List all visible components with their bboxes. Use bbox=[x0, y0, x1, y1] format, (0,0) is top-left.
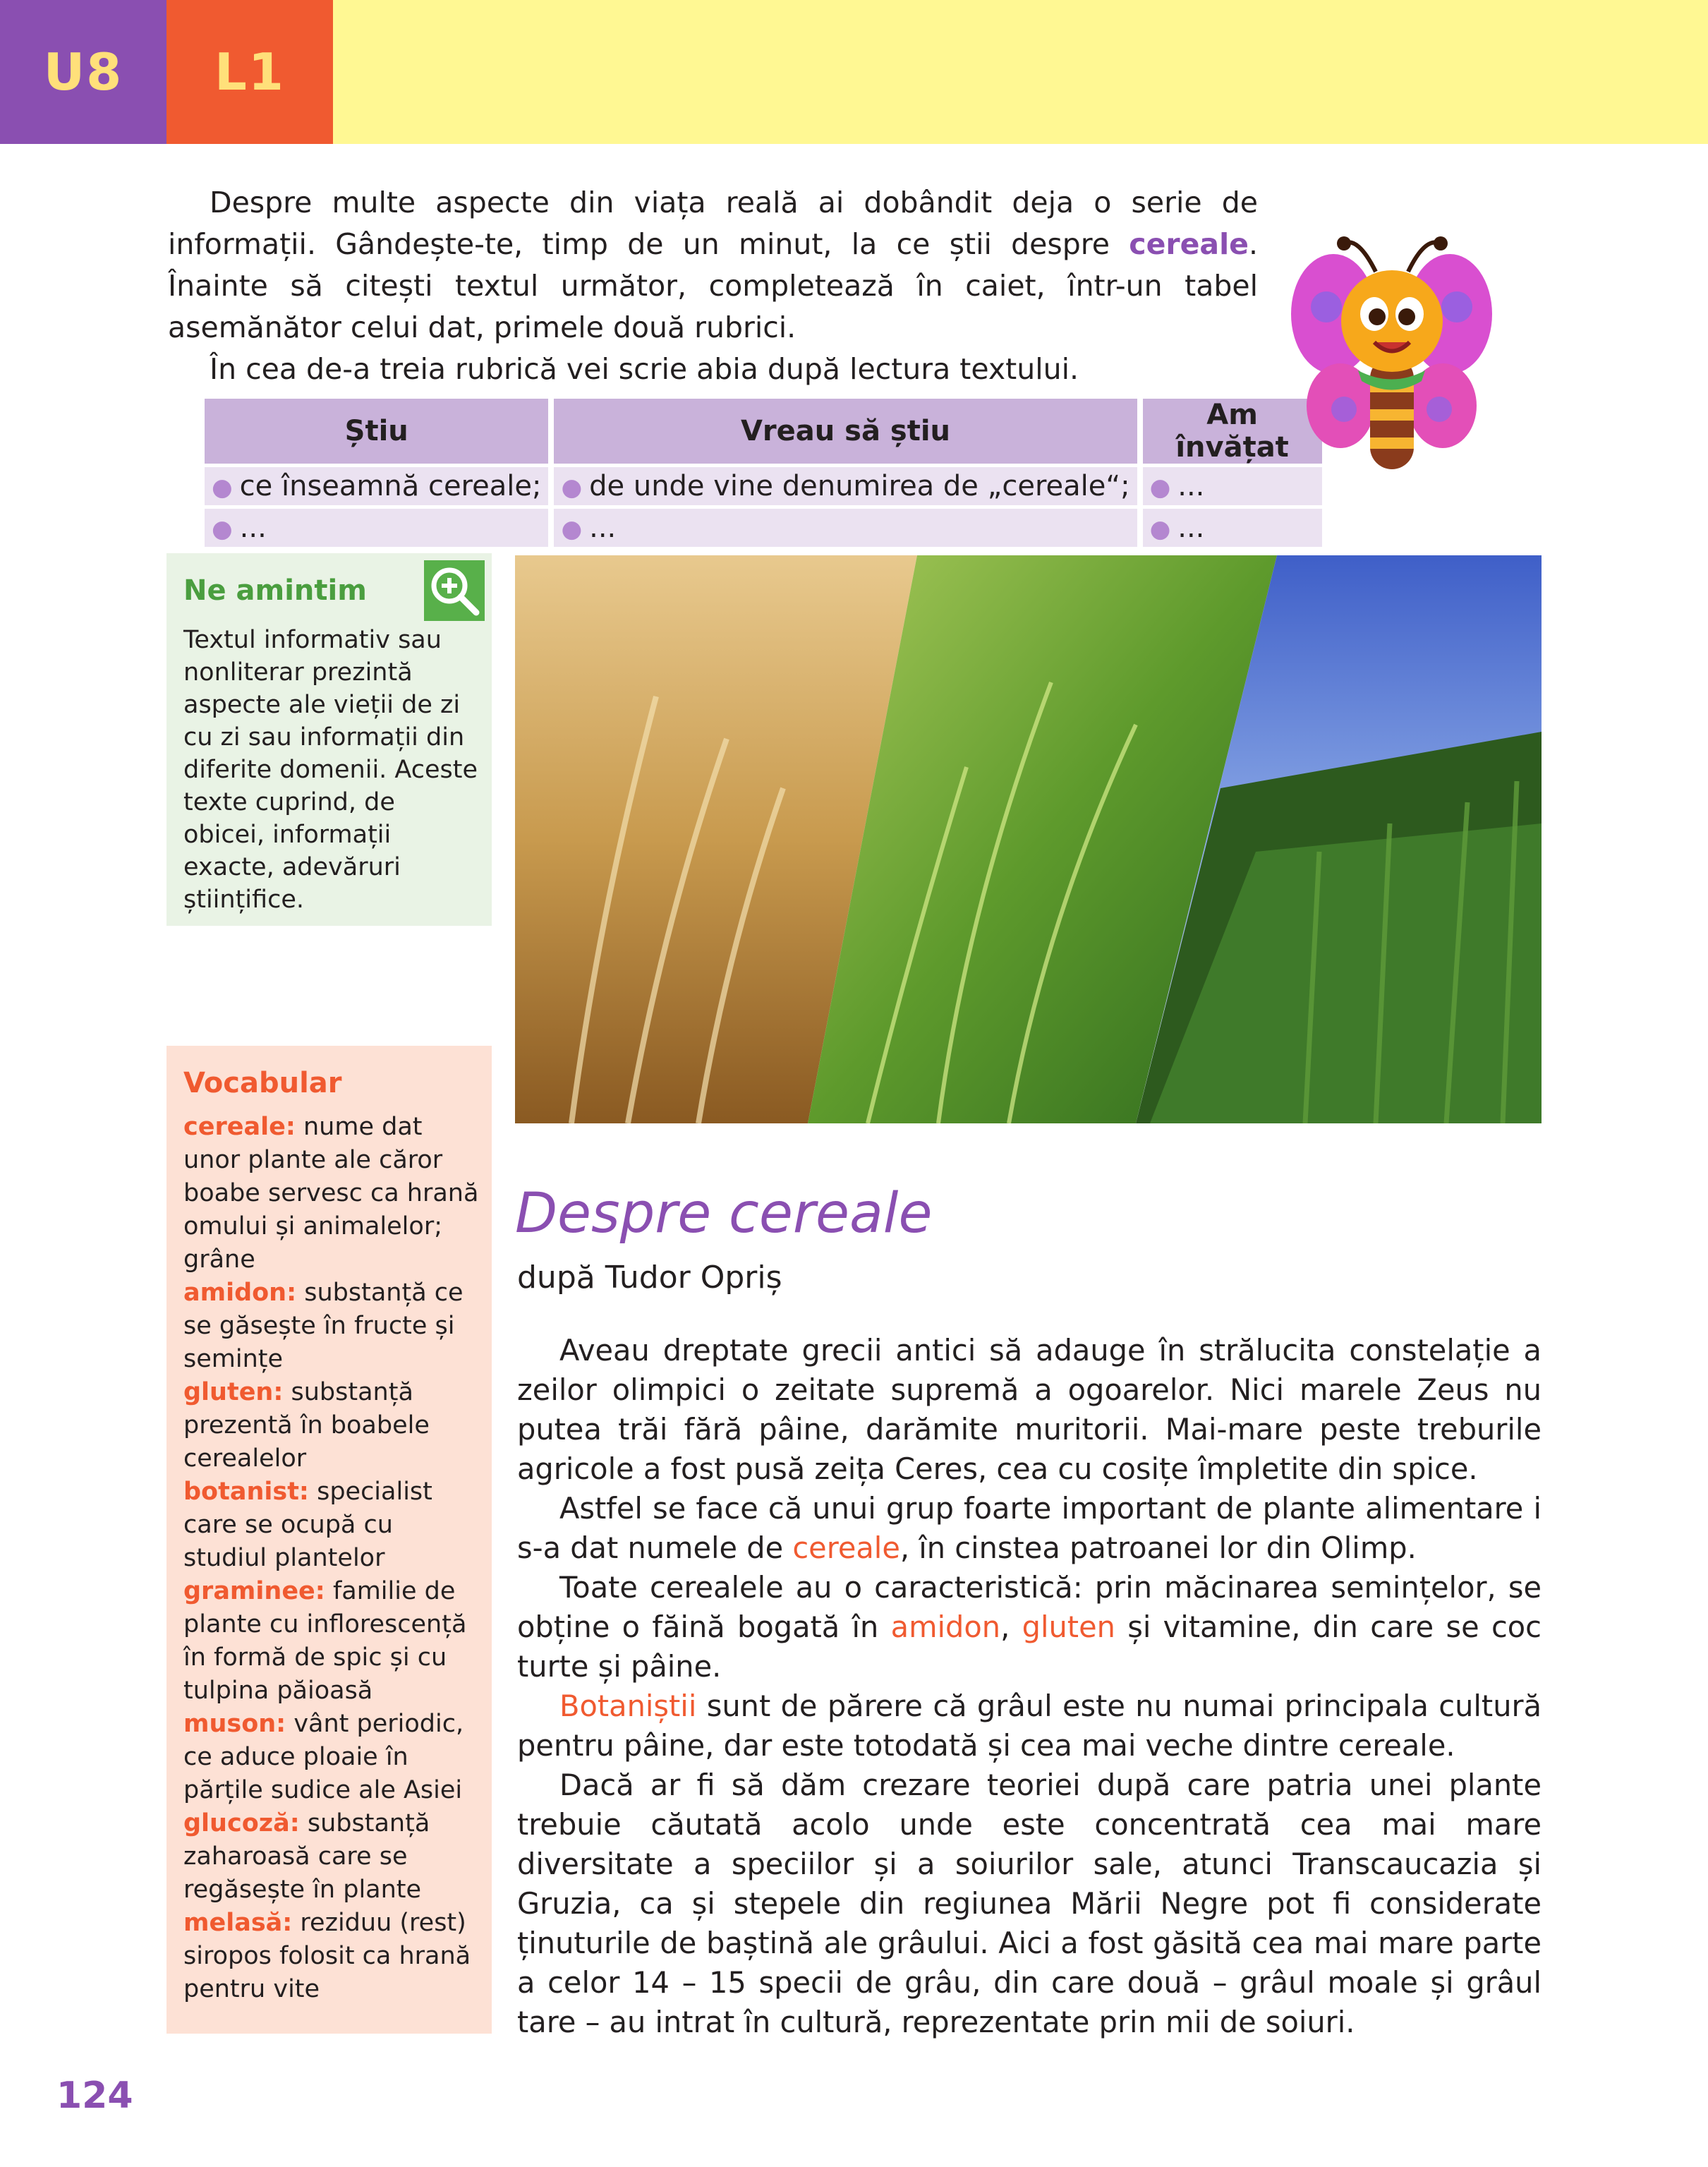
article-text: și vitamine, din care se coc turte și pâine. bbox=[517, 1610, 1542, 1684]
kwl-cell-text: ce înseamnă cereale; bbox=[239, 470, 542, 502]
bullet-icon: ● bbox=[212, 515, 233, 543]
bullet-icon: ● bbox=[1149, 473, 1171, 502]
magnifier-plus-icon bbox=[424, 560, 485, 621]
intro-paragraph-1 bbox=[168, 182, 1258, 349]
vocabulary-entry bbox=[183, 1276, 480, 1376]
vocabulary-entry bbox=[183, 1475, 480, 1575]
bullet-icon: ● bbox=[1149, 515, 1171, 543]
lesson-label: L1 bbox=[214, 42, 285, 102]
article-text: Toate cerealele au o caracteristică: prin măcinarea semințelor, se obține o făină bogată în bbox=[517, 1570, 1542, 1644]
article-paragraph: Aveau dreptate grecii antici să adauge în strălucita constelație a zeilor olimpici o zeitate supremă a ogoarelor. Nici marele Zeus nu putea trăi fără pâine, darămite muritorii. Mai-mare peste treburile agricole a fost pusă zeița Ceres, cea cu cosițe împletite din spice. bbox=[517, 1333, 1542, 1486]
intro-paragraph-2: În cea de-a treia rubrică vei scrie abia după lectura textului. bbox=[210, 352, 1079, 386]
vocabulary-definition: substanță ce se găsește în fructe și semințe bbox=[183, 1279, 464, 1373]
kwl-header-row bbox=[205, 399, 1322, 464]
vocabulary-term: botanist: bbox=[183, 1478, 309, 1506]
kwl-cell-text: ... bbox=[1177, 512, 1205, 544]
vocabulary-definition: substanță prezentă în boabele cerealelor bbox=[183, 1378, 430, 1473]
kwl-header-learned: Am învățat bbox=[1143, 399, 1322, 464]
recall-box bbox=[166, 553, 492, 926]
recall-title: Ne amintim bbox=[183, 574, 367, 607]
vocabulary-definition: substanță zaharoasă care se regăsește în plante bbox=[183, 1809, 430, 1904]
intro-p1-start: Despre multe aspecte din viața reală ai dobândit deja o serie de informații. Gândește-te, timp de un minut, la ce știi despre bbox=[168, 186, 1258, 261]
bullet-icon: ● bbox=[212, 473, 233, 502]
vocabulary-term: gluten: bbox=[183, 1378, 284, 1406]
vocabulary-definition: vânt periodic, ce aduce ploaie în părțile sudice ale Asiei bbox=[183, 1710, 464, 1804]
vocabulary-definition: reziduu (rest) siropos folosit ca hrană pentru vite bbox=[183, 1909, 471, 2003]
unit-badge bbox=[0, 0, 166, 144]
vocabulary-entry bbox=[183, 1376, 480, 1475]
header-band bbox=[333, 0, 1708, 144]
article-paragraph bbox=[517, 1568, 1542, 1686]
vocabulary-term: graminee: bbox=[183, 1577, 325, 1605]
article-paragraph: Dacă ar fi să dăm crezare teoriei după care patria unei plante trebuie căutată acolo unde este concentrată cea mai mare diversitate a speciilor și a soiurilor sale, atunci Transcaucazia și Gruzia, ca și stepele din regiunea Mării Negre pot fi considerate ținuturile de baștină ale grâului. Aici a fost găsită cea mai mare parte a celor 14 – 15 specii de grâu, din care două – grâul moale și grâul tare – au intrat în cultură, reprezentate prin mii de soiuri. bbox=[517, 1768, 1542, 2039]
article-paragraph bbox=[517, 1489, 1542, 1568]
kwl-cell-text: de unde vine denumirea de „cereale“; bbox=[589, 470, 1130, 502]
vocabulary-entry bbox=[183, 1111, 480, 1276]
vocabulary-term: melasă: bbox=[183, 1909, 293, 1937]
kwl-cell-text: ... bbox=[589, 512, 617, 544]
kwl-row bbox=[205, 509, 1322, 547]
glossary-term: Botaniștii bbox=[559, 1689, 697, 1723]
article-text: , bbox=[1000, 1610, 1022, 1644]
vocabulary-entry bbox=[183, 1807, 480, 1907]
vocabulary-definition: specialist care se ocupă cu studiul plantelor bbox=[183, 1478, 432, 1572]
vocabulary-box bbox=[166, 1046, 492, 2034]
kwl-cell bbox=[205, 467, 548, 505]
kwl-header-know: Știu bbox=[205, 399, 548, 464]
vocabulary-definition: nume dat unor plante ale căror boabe servesc ca hrană omului și animalelor; grâne bbox=[183, 1113, 479, 1274]
intro-keyword: cereale bbox=[1129, 227, 1249, 261]
vocabulary-definition: familie de plante cu inflorescență în formă de spic și cu tulpina păioasă bbox=[183, 1577, 467, 1705]
vocabulary-entry bbox=[183, 1575, 480, 1708]
intro-text bbox=[168, 182, 1258, 390]
vocabulary-title: Vocabular bbox=[183, 1067, 342, 1099]
vocabulary-list bbox=[183, 1111, 480, 2006]
article-text: sunt de părere că grâul este nu numai principala cultură pentru pâine, dar este totodată și cea mai veche dintre cereale. bbox=[517, 1689, 1542, 1763]
kwl-header-want: Vreau să știu bbox=[554, 399, 1137, 464]
cereal-fields-photo bbox=[515, 555, 1542, 1123]
bullet-icon: ● bbox=[561, 515, 583, 543]
kwl-cell bbox=[554, 509, 1137, 547]
glossary-term: gluten bbox=[1022, 1610, 1115, 1644]
article-body bbox=[517, 1331, 1542, 2042]
glossary-term: amidon bbox=[890, 1610, 1001, 1644]
page-number: 124 bbox=[56, 2075, 133, 2117]
intro-p1-end: . Înainte să citești textul următor, completează în caiet, într-un tabel asemănător celui dat, primele două rubrici. bbox=[168, 227, 1258, 344]
recall-text: Textul informativ sau nonliterar prezintă aspecte ale vieții de zi cu zi sau informații din diferite domenii. Aceste texte cuprind, de obicei, informații exacte, adevăruri științifice. bbox=[183, 626, 478, 914]
vocabulary-term: cereale: bbox=[183, 1113, 296, 1141]
butterfly-mascot-icon bbox=[1291, 229, 1492, 483]
kwl-table bbox=[199, 395, 1328, 550]
glossary-term: cereale bbox=[792, 1531, 900, 1565]
lesson-badge bbox=[166, 0, 333, 144]
article-title: Despre cereale bbox=[515, 1182, 933, 1245]
kwl-cell-text: ... bbox=[239, 512, 267, 544]
vocabulary-term: muson: bbox=[183, 1710, 286, 1738]
kwl-cell bbox=[205, 509, 548, 547]
kwl-cell bbox=[1143, 509, 1322, 547]
article-text: , în cinstea patroanei lor din Olimp. bbox=[900, 1531, 1417, 1565]
vocabulary-term: amidon: bbox=[183, 1279, 297, 1307]
vocabulary-term: glucoză: bbox=[183, 1809, 300, 1837]
kwl-cell bbox=[554, 467, 1137, 505]
vocabulary-entry bbox=[183, 1708, 480, 1807]
article-text: Astfel se face că unui grup foarte important de plante alimentare i s-a dat numele de bbox=[517, 1491, 1542, 1565]
vocabulary-entry bbox=[183, 1907, 480, 2006]
article-paragraph bbox=[517, 1686, 1542, 1765]
kwl-row bbox=[205, 467, 1322, 505]
unit-label: U8 bbox=[43, 42, 123, 102]
kwl-cell-text: ... bbox=[1177, 470, 1205, 502]
bullet-icon: ● bbox=[561, 473, 583, 502]
article-author: după Tudor Opriș bbox=[517, 1260, 782, 1296]
